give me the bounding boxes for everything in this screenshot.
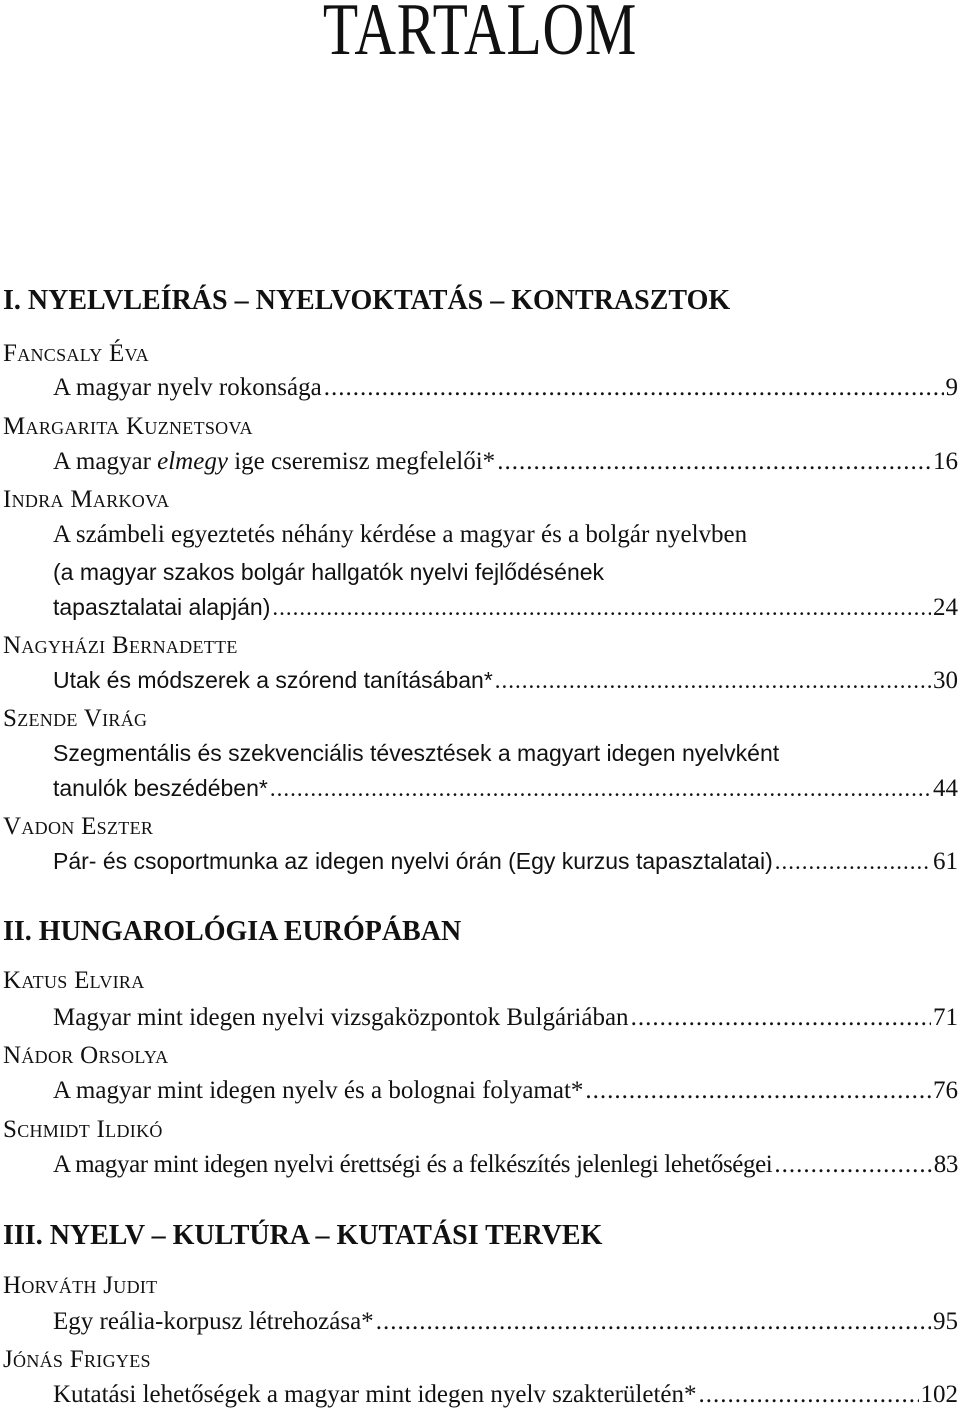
toc-author: Katus Elvira [3, 967, 145, 994]
toc-author: Margarita Kuznetsova [3, 413, 253, 440]
leader-dots [699, 1379, 919, 1411]
toc-entry-line: A számbeli egyeztetés néhány kérdése a magyar és a bolgár nyelvben [53, 521, 748, 548]
toc-author: Szende Virág [3, 705, 148, 732]
toc-entry-title: Egy reália-korpusz létrehozása* [53, 1308, 374, 1335]
toc-author: Schmidt Ildikó [3, 1116, 163, 1143]
toc-page-number: 61 [933, 848, 958, 875]
toc-entry-line[interactable] [53, 772, 958, 805]
section-heading: I. NYELVLEÍRÁS – NYELVOKTATÁS – KONTRASZTOK [3, 285, 731, 316]
toc-entry-line: Szegmentális és szekvenciális tévesztések a magyart idegen nyelvként [53, 740, 780, 766]
toc-author: Nádor Orsolya [3, 1042, 169, 1069]
leader-dots [270, 773, 931, 805]
section-heading: III. NYELV – KULTÚRA – KUTATÁSI TERVEK [3, 1220, 603, 1251]
page-title: TARTALOM [322, 0, 638, 71]
toc-entry-title-italic: elmegy [157, 448, 228, 475]
toc-entry-title: tapasztalatai alapján) [53, 594, 271, 620]
toc-entry-line[interactable] [53, 1075, 958, 1107]
leader-dots [272, 592, 931, 624]
toc-page-number: 16 [933, 448, 958, 475]
leader-dots [324, 372, 944, 404]
toc-page-number: 30 [933, 667, 958, 694]
toc-author: Jónás Frigyes [3, 1346, 151, 1373]
toc-author: Indra Markova [3, 486, 170, 513]
toc-entry-line[interactable] [53, 1002, 958, 1034]
toc-entry-title: A magyar mint idegen nyelv és a bolognai folyamat* [53, 1077, 584, 1104]
toc-page-number: 24 [933, 594, 958, 621]
toc-entry-line[interactable] [53, 372, 958, 404]
toc-entry-line[interactable] [53, 591, 958, 624]
toc-page-number: 83 [933, 1151, 958, 1178]
toc-page-number: 102 [920, 1381, 958, 1408]
toc-entry-line[interactable] [53, 1306, 958, 1338]
section-heading: II. HUNGAROLÓGIA EURÓPÁBAN [3, 916, 462, 947]
toc-page-number: 44 [933, 775, 958, 802]
toc-page-number: 71 [933, 1004, 958, 1031]
toc-page-number: 95 [933, 1308, 958, 1335]
toc-author: Vadon Eszter [3, 813, 154, 840]
toc-entry-title: Pár- és csoportmunka az idegen nyelvi órán (Egy kurzus tapasztalatai) [53, 848, 773, 874]
leader-dots [376, 1306, 931, 1338]
leader-dots [774, 1149, 931, 1181]
toc-entry-title: A magyar nyelv rokonsága [53, 374, 322, 401]
toc-entry-title: A magyar mint idegen nyelvi érettségi és a felkészítés jelenlegi lehetőségei [53, 1151, 773, 1178]
leader-dots [497, 446, 931, 478]
toc-page-number: 9 [945, 374, 958, 401]
toc-entry-title-part: ige cseremisz megfelelői* [227, 448, 496, 475]
toc-entry-title: Kutatási lehetőségek a magyar mint idegen nyelv szakterületén* [53, 1381, 697, 1408]
toc-entry-line: (a magyar szakos bolgár hallgatók nyelvi fejlődésének [53, 559, 605, 585]
toc-entry-line[interactable] [53, 1379, 958, 1411]
toc-author: Nagyházi Bernadette [3, 632, 238, 659]
leader-dots [775, 846, 931, 878]
toc-entry-line[interactable] [53, 1149, 958, 1181]
toc-author: Fancsaly Éva [3, 340, 149, 367]
toc-entry-line[interactable] [53, 845, 958, 878]
toc-entry-title-part: A magyar [53, 448, 158, 475]
leader-dots [495, 665, 931, 697]
toc-entry-title: Utak és módszerek a szórend tanításában* [53, 667, 493, 693]
toc-entry-line[interactable] [53, 446, 958, 478]
toc-entry-line[interactable] [53, 664, 958, 697]
toc-entry-title: tanulók beszédében* [53, 775, 268, 801]
toc-entry-title: Magyar mint idegen nyelvi vizsgaközpontok Bulgáriában [53, 1004, 629, 1031]
leader-dots [631, 1002, 931, 1034]
toc-page-number: 76 [933, 1077, 958, 1104]
toc-entry-title [53, 446, 495, 478]
toc-author: Horváth Judit [3, 1272, 158, 1299]
leader-dots [585, 1075, 931, 1107]
